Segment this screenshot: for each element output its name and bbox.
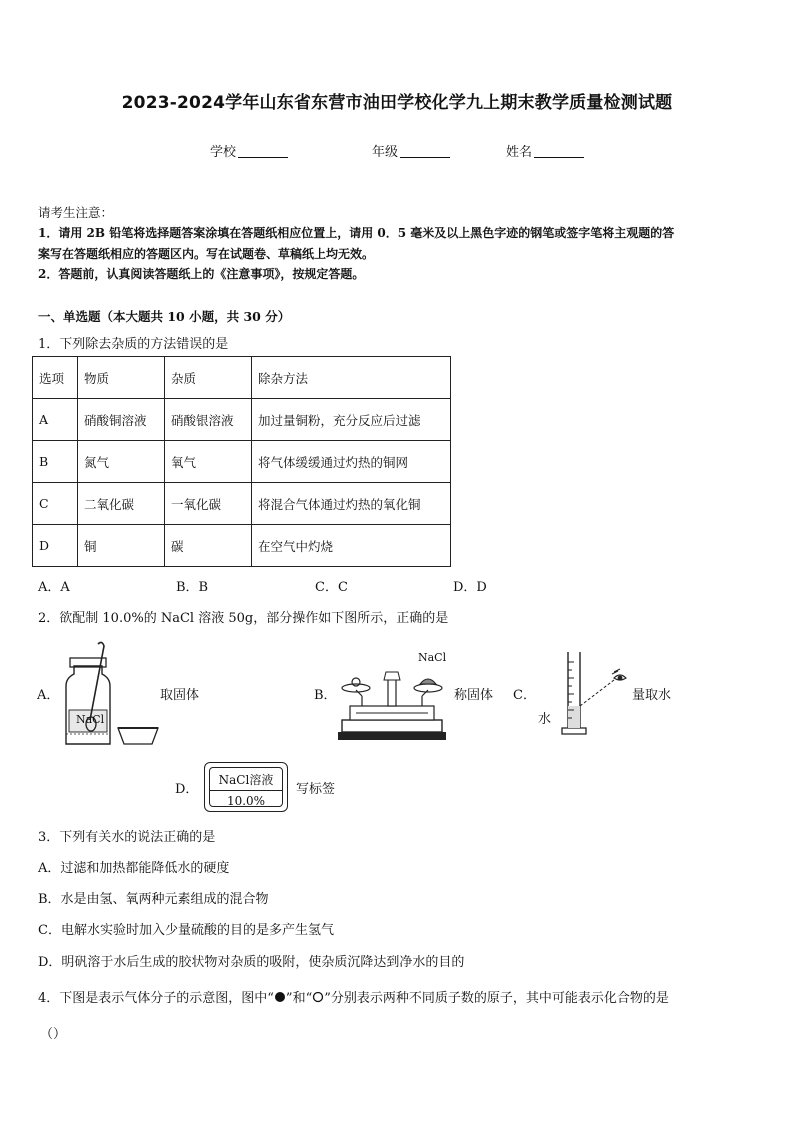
table-header: 选项 <box>33 357 78 399</box>
table-cell: 将混合气体通过灼热的氧化铜 <box>252 483 451 525</box>
table-row <box>33 441 451 483</box>
bottle-label: NaCl <box>76 713 105 726</box>
table-cell: 在空气中灼烧 <box>252 525 451 567</box>
q1-option-b[interactable]: B．B <box>176 580 209 595</box>
table-row <box>33 399 451 441</box>
notice-heading: 请考生注意： <box>38 205 114 220</box>
q4-stem-part3: ”分别表示两种不同质子数的原子，其中可能表示化合物的是 <box>324 991 669 1006</box>
table-cell: 一氧化碳 <box>165 483 252 525</box>
grade-label: 年级 <box>372 145 399 160</box>
q2-option-b-caption: 称固体 <box>454 688 494 703</box>
q3-option-b[interactable]: B．水是由氢、氧两种元素组成的混合物 <box>38 892 269 907</box>
table-cell: 二氧化碳 <box>78 483 165 525</box>
table-cell: 氧气 <box>165 441 252 483</box>
q1-table <box>32 356 451 567</box>
table-cell: 硝酸银溶液 <box>165 399 252 441</box>
section-heading: 一、单选题（本大题共 10 小题，共 30 分） <box>38 309 291 324</box>
q2-option-a-letter[interactable]: A． <box>37 688 60 703</box>
table-header-row <box>33 357 451 399</box>
name-field <box>506 141 584 160</box>
q4-stem <box>38 987 669 1006</box>
table-header: 杂质 <box>165 357 252 399</box>
q4-stem-part2: ”和“ <box>285 991 313 1006</box>
q3-option-d[interactable]: D．明矾溶于水后生成的胶状物对杂质的吸附，使杂质沉降达到净水的目的 <box>38 955 465 970</box>
table-row <box>33 483 451 525</box>
table-cell: B <box>33 441 78 483</box>
label-tag-line1: NaCl溶液 <box>218 773 274 787</box>
school-blank[interactable] <box>238 145 288 158</box>
q2-option-c-caption: 量取水 <box>632 688 672 703</box>
table-cell: 将气体缓缓通过灼热的铜网 <box>252 441 451 483</box>
notice-line-2: 2．答题前，认真阅读答题纸上的《注意事项》，按规定答题。 <box>38 267 365 281</box>
reagent-bottle-spoon-figure <box>58 640 168 752</box>
label-tag-inner <box>209 767 283 807</box>
q1-option-d[interactable]: D．D <box>453 580 487 595</box>
school-label: 学校 <box>210 145 237 160</box>
notice-line-1b: 案写在答题纸相应的答题区内。写在试题卷、草稿纸上均无效。 <box>38 247 375 261</box>
q2-stem: 2．欲配制 10.0%的 NaCl 溶液 50g，部分操作如下图所示，正确的是 <box>38 611 449 626</box>
q3-stem: 3．下列有关水的说法正确的是 <box>38 830 216 845</box>
table-cell: D <box>33 525 78 567</box>
filled-atom-icon <box>274 991 286 1003</box>
name-blank[interactable] <box>534 145 584 158</box>
notice-line-1a: 1．请用 2B 铅笔将选择题答案涂填在答题纸相应位置上，请用 0．5 毫米及以上黑色字迹的钢笔或签字笔将主观题的答 <box>38 226 675 240</box>
table-cell: A <box>33 399 78 441</box>
q2-option-d-caption: 写标签 <box>296 782 336 797</box>
table-cell: 碳 <box>165 525 252 567</box>
name-label: 姓名 <box>506 145 533 160</box>
q3-option-c[interactable]: C．电解水实验时加入少量硫酸的目的是多产生氢气 <box>38 923 334 938</box>
label-tag-line2: 10.0% <box>210 790 282 808</box>
table-cell: 氮气 <box>78 441 165 483</box>
table-cell: 铜 <box>78 525 165 567</box>
q2-option-c-letter[interactable]: C． <box>513 688 536 703</box>
grade-field <box>372 141 450 160</box>
label-tag-figure <box>204 762 288 812</box>
table-cell: 硝酸铜溶液 <box>78 399 165 441</box>
q4-stem-part1: 4．下图是表示气体分子的示意图，图中“ <box>38 991 274 1006</box>
q1-option-a[interactable]: A．A <box>38 580 70 595</box>
hollow-atom-icon <box>312 991 324 1003</box>
table-header: 物质 <box>78 357 165 399</box>
q3-option-a[interactable]: A．过滤和加热都能降低水的硬度 <box>38 861 230 876</box>
balance-scale-figure <box>336 660 448 744</box>
grade-blank[interactable] <box>400 145 450 158</box>
table-header: 除杂方法 <box>252 357 451 399</box>
q2-option-a-caption: 取固体 <box>160 688 200 703</box>
graduated-cylinder-eye-figure <box>548 650 632 740</box>
q4-stem-parens: （） <box>40 1027 67 1042</box>
q1-option-c[interactable]: C．C <box>315 580 348 595</box>
table-row <box>33 525 451 567</box>
balance-nacl-label: NaCl <box>418 651 447 664</box>
page-title: 2023-2024学年山东省东营市油田学校化学九上期末教学质量检测试题 <box>121 93 673 113</box>
table-cell: C <box>33 483 78 525</box>
q2-option-d-letter[interactable]: D． <box>175 782 199 797</box>
table-cell: 加过量铜粉，充分反应后过滤 <box>252 399 451 441</box>
school-field <box>210 141 288 160</box>
cylinder-water-label: 水 <box>538 712 552 727</box>
q1-stem: 1．下列除去杂质的方法错误的是 <box>38 337 229 352</box>
q2-option-b-letter[interactable]: B． <box>314 688 337 703</box>
